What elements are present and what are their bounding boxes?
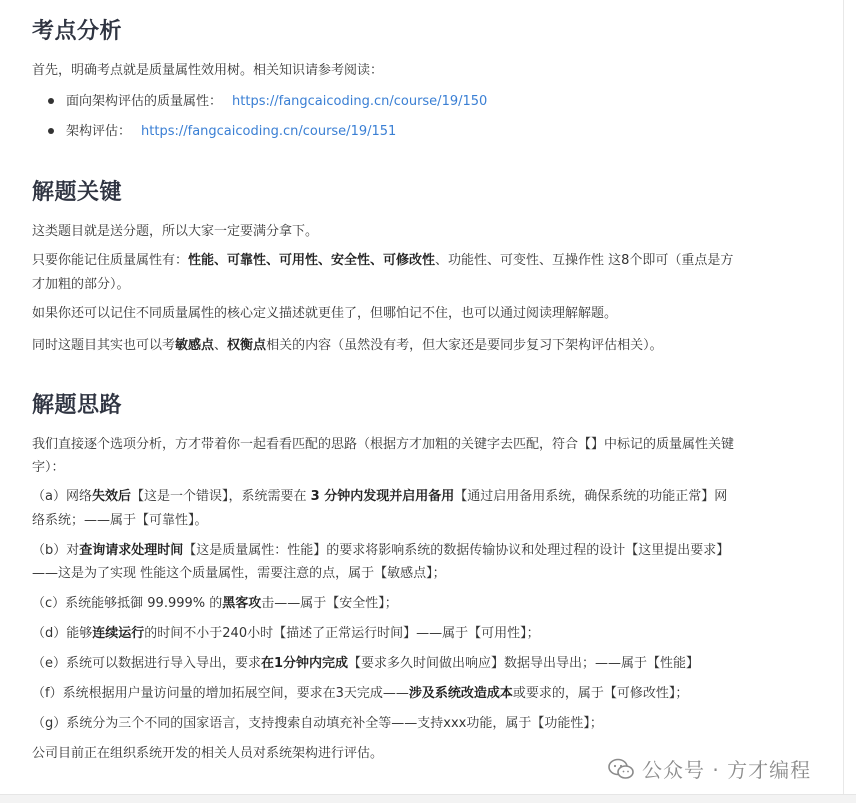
option-a-bold2: 3 分钟内发现并启用备用 — [310, 489, 455, 504]
option-d-post: 的时间不小于240小时【描述了正常运行时间】——属于【可用性】； — [144, 626, 540, 641]
option-d — [32, 621, 812, 646]
ref-list-item — [48, 89, 487, 114]
ref-link-architecture-evaluation[interactable]: https://fangcaicoding.cn/course/19/151 — [141, 124, 397, 139]
option-b-mid1: 【这是质量属性：性能】的要求将影响系统的数据传输协议和处理过程的设计【这里提出要求】 — [183, 543, 730, 558]
option-f — [32, 681, 812, 706]
wechat-icon — [608, 758, 634, 780]
key-p2 — [32, 248, 812, 273]
option-a-mid1: 【这是一个错误】，系统需要在 — [130, 489, 311, 504]
option-b-pre: （b）对 — [32, 543, 80, 558]
approach-intro-line2: 字）： — [32, 460, 65, 475]
option-f-post: 或要求的，属于【可修改性】； — [512, 686, 689, 701]
bullet-icon — [48, 98, 54, 104]
watermark — [608, 754, 811, 783]
option-a-line1 — [32, 484, 812, 509]
page-edge-divider — [843, 0, 844, 802]
option-c-post: 击——属于【安全性】； — [261, 596, 398, 611]
option-d-pre: （d）能够 — [32, 626, 93, 641]
option-b-bold1: 查询请求处理时间 — [79, 543, 184, 558]
closing-text: 公司目前正在组织系统开发的相关人员对系统架构进行评估。 — [32, 746, 384, 761]
key-p4 — [32, 333, 812, 358]
bullet-icon — [48, 128, 54, 134]
approach-intro-line1: 我们直接逐个选项分析，方才带着你一起看看匹配的思路（根据方才加粗的关键字去匹配，符合【】中标记的质量属性关键 — [32, 437, 735, 452]
option-a-line2: 络系统；——属于【可靠性】。 — [32, 513, 208, 528]
key-p4-pre: 同时这题目其实也可以考 — [32, 338, 176, 353]
option-a-pre: （a）网络 — [32, 489, 92, 504]
ref-link-quality-attributes[interactable]: https://fangcaicoding.cn/course/19/150 — [232, 94, 488, 109]
key-p2-post1: 、功能性、可变性、互操作性 这8个即可（重点是方 — [435, 253, 734, 268]
ref-label: 架构评估： — [66, 124, 132, 139]
option-e-post: 【要求多久时间做出响应】数据导出导出；——属于【性能】 — [348, 656, 700, 671]
option-e-pre: （e）系统可以数据进行导入导出，要求 — [32, 656, 261, 671]
key-p1: 这类题目就是送分题，所以大家一定要满分拿下。 — [32, 224, 319, 239]
option-g: （g）系统分为三个不同的国家语言，支持搜索自动填充补全等——支持xxx功能，属于【功能性】； — [32, 716, 603, 731]
heading-analysis: 考点分析 — [32, 19, 123, 44]
option-a-mid2: 【通过启用备用系统，确保系统的功能正常】网 — [454, 489, 728, 504]
key-p2-line2: 才加粗的部分）。 — [32, 277, 130, 292]
option-f-bold1: 涉及系统改造成本 — [408, 686, 513, 701]
analysis-intro: 首先，明确考点就是质量属性效用树。相关知识请参考阅读： — [32, 63, 384, 78]
option-c — [32, 591, 812, 616]
option-d-bold1: 连续运行 — [92, 626, 145, 641]
option-c-bold1: 黑客攻 — [222, 596, 262, 611]
key-p2-pre: 只要你能记住质量属性有： — [32, 253, 189, 268]
key-p4-bold1: 敏感点 — [175, 338, 215, 353]
key-p4-bold2: 权衡点 — [227, 338, 267, 353]
option-b-line1 — [32, 538, 812, 563]
option-b-line2: ——这是为了实现 性能这个质量属性，需要注意的点，属于【敏感点】； — [32, 566, 446, 581]
ref-list-item — [48, 119, 396, 144]
option-a-bold1: 失效后 — [91, 489, 131, 504]
ref-label: 面向架构评估的质量属性： — [66, 94, 223, 109]
option-e — [32, 651, 812, 676]
key-p4-mid: 、 — [214, 338, 228, 353]
option-c-pre: （c）系统能够抵御 99.999% 的 — [32, 596, 223, 611]
key-p2-bold: 性能、可靠性、可用性、安全性、可修改性 — [188, 253, 436, 268]
key-p4-post: 相关的内容（虽然没有考，但大家还是要同步复习下架构评估相关）。 — [266, 338, 663, 353]
key-p3: 如果你还可以记住不同质量属性的核心定义描述就更佳了，但哪怕记不住，也可以通过阅读理解解题。 — [32, 306, 618, 321]
watermark-text: 公众号 · 方才编程 — [642, 758, 812, 782]
heading-approach: 解题思路 — [32, 393, 123, 418]
heading-key: 解题关键 — [32, 180, 123, 205]
option-e-bold1: 在1分钟内完成 — [261, 656, 349, 671]
option-f-pre: （f）系统根据用户量访问量的增加拓展空间，要求在3天完成—— — [32, 686, 409, 701]
